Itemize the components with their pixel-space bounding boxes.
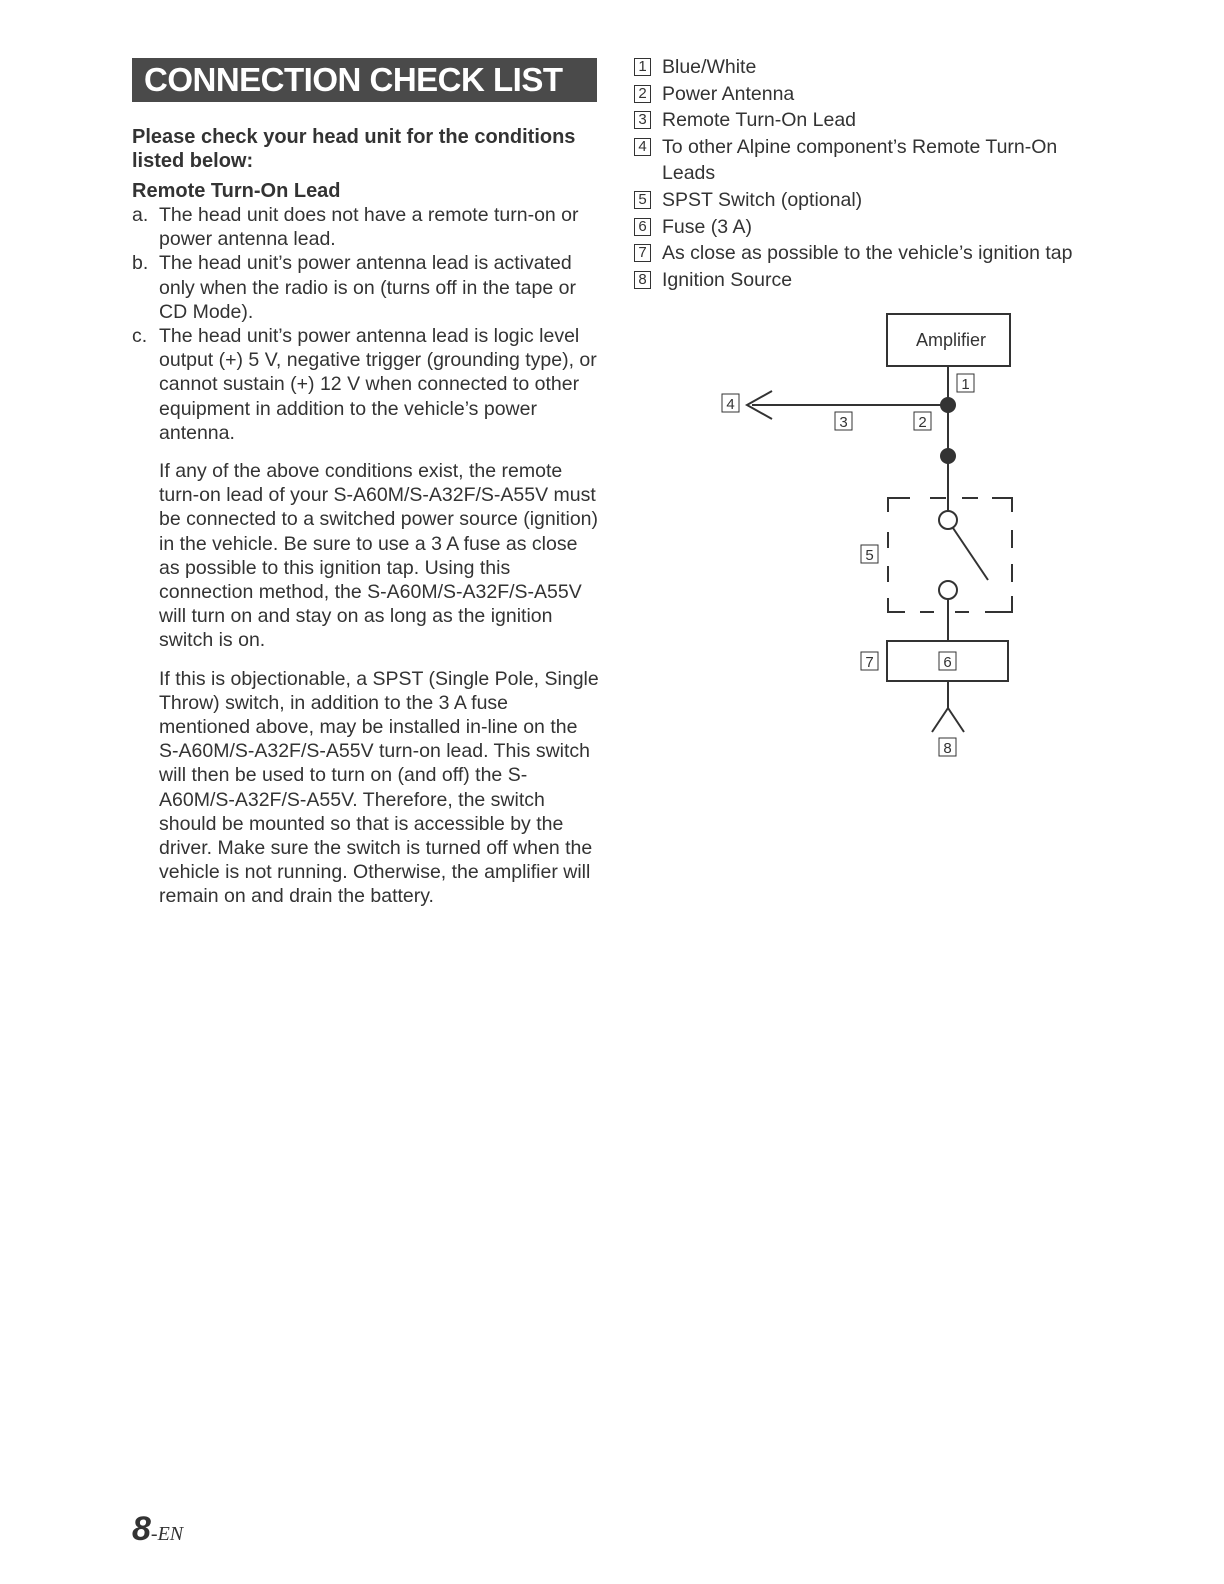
legend-text: SPST Switch (optional)	[662, 188, 863, 211]
callout-2: 2	[918, 414, 927, 431]
page-suffix: -EN	[150, 1523, 184, 1545]
body-paragraph: If this is objectionable, a SPST (Single Pole, Single Throw) switch, in addition to the 3 A fuse mentioned above, may be installed in-line on the S-A60M/S-A32F/S-A55V turn-on lead. This switch will then be used to turn on (and off) the S-A60M/S-A32F/S-A55V. Therefore, the switch should be mounted so that is accessible by the driver. Make sure the switch is turned off when the vehicle is not running. Otherwise, the amplifier will remain on and drain the battery.	[159, 667, 599, 908]
legend-text: As close as possible to the vehicle’s ignition tap	[662, 242, 1073, 265]
legend-text: Power Antenna	[662, 82, 795, 105]
intro-text: Please check your head unit for the conditions listed below:	[132, 126, 576, 172]
junction-dot	[940, 448, 956, 464]
condition-text: The head unit’s power antenna lead is logic level output (+) 5 V, negative trigger (grounding type), or cannot sustain (+) 12 V when connected to other equipment in addition to the vehicle’s power antenna.	[159, 325, 597, 444]
body-paragraph: If any of the above conditions exist, the remote turn-on lead of your S-A60M/S-A32F/S-A55V must be connected to a switched power source (ignition) in the vehicle. Be sure to use a 3 A fuse as close as possible to this ignition tap. Using this connection method, the S-A60M/S-A32F/S-A55V will turn on and stay on as long as the ignition switch is on.	[159, 460, 598, 652]
condition-letter: c.	[132, 325, 148, 348]
switch-contact-bottom	[939, 581, 957, 599]
legend-text: Fuse (3 A)	[662, 215, 752, 238]
legend-text: To other Alpine component’s Remote Turn-On Leads	[662, 135, 1058, 185]
legend-number: 6	[634, 218, 651, 236]
junction-dot	[940, 397, 956, 413]
callout-5: 5	[865, 547, 874, 564]
legend-number: 4	[634, 138, 651, 156]
condition-text: The head unit’s power antenna lead is activated only when the radio is on (turns off in the tape or CD Mode).	[159, 252, 576, 323]
callout-4: 4	[726, 396, 735, 413]
switch-border	[985, 596, 1012, 612]
condition-text: The head unit does not have a remote turn-on or power antenna lead.	[159, 204, 579, 251]
switch-border	[992, 498, 1012, 512]
legend-text: Blue/White	[662, 56, 757, 78]
callout-3: 3	[839, 414, 848, 431]
switch-border	[888, 598, 905, 612]
callout-6: 6	[943, 654, 952, 671]
legend-text: Ignition Source	[662, 268, 793, 291]
switch-lever	[953, 528, 988, 580]
callout-7: 7	[865, 654, 874, 671]
legend-number: 3	[634, 111, 651, 129]
page-number: 8	[132, 1510, 151, 1548]
page-footer	[132, 1510, 183, 1549]
callout-8: 8	[943, 740, 952, 757]
ground-symbol	[932, 708, 964, 732]
legend-number: 5	[634, 191, 651, 209]
section-heading: Remote Turn-On Lead	[132, 180, 341, 202]
legend-text: Remote Turn-On Lead	[662, 109, 857, 132]
amplifier-label: Amplifier	[915, 330, 987, 350]
legend-number: 8	[634, 271, 651, 289]
callout-1: 1	[961, 376, 970, 393]
legend-number: 2	[634, 85, 651, 103]
page-title: CONNECTION CHECK LIST	[132, 58, 597, 102]
legend-number: 1	[634, 58, 651, 76]
switch-contact-top	[939, 511, 957, 529]
condition-letter: b.	[132, 252, 149, 275]
legend-number: 7	[634, 244, 651, 262]
condition-letter: a.	[132, 204, 149, 226]
switch-border	[888, 498, 910, 512]
